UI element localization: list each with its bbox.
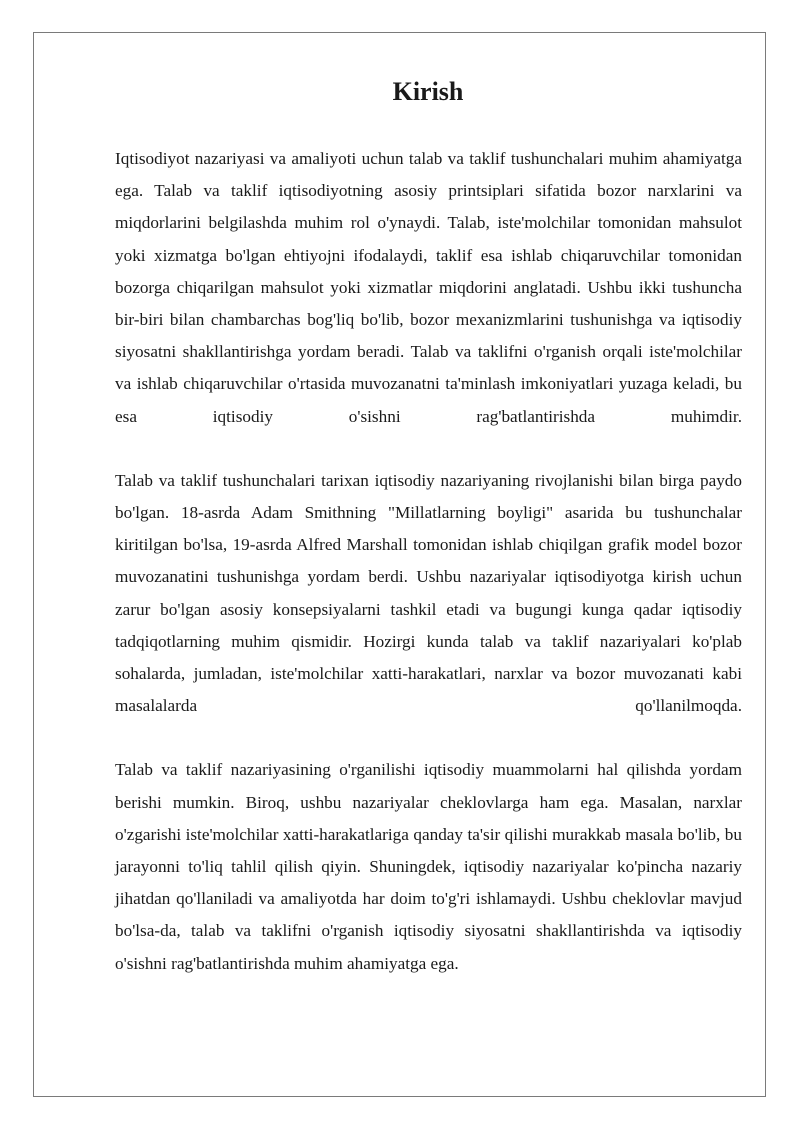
document-body [115,143,742,980]
paragraph-3: Talab va taklif nazariyasining o'rganilishi iqtisodiy muammolarni hal qilishda yordam berishi mumkin. Biroq, ushbu nazariyalar cheklovlarga ham ega. Masalan, narxlar o'zgarishi iste'molchilar xatti-harakatlariga qanday ta'sir qilishi murakkab masala bo'lib, bu jarayonni to'liq tahlil qilish qiyin. Shuningdek, iqtisodiy nazariyalar ko'pincha nazariy jihatdan qo'llaniladi va amaliyotda har doim to'g'ri ishlamaydi. Ushbu cheklovlar mavjud bo'lsa-da, talab va taklifni o'rganish iqtisodiy siyosatni shakllantirishda va iqtisodiy o'sishni rag'batlantirishda muhim ahamiyatga ega. [115,760,742,973]
paragraph-2: Talab va taklif tushunchalari tarixan iqtisodiy nazariyaning rivojlanishi bilan birga paydo bo'lgan. 18-asrda Adam Smithning "Millatlarning boyligi" asarida bu tushunchalar kiritilgan bo'lsa, 19-asrda Alfred Marshall tomonidan ishlab chiqilgan grafik model bozor muvozanatini tushunishga yordam berdi. Ushbu nazariyalar iqtisodiyotga kirish uchun zarur bo'lgan asosiy konsepsiyalarni tashkil etadi va bugungi kunga qadar iqtisodiy tadqiqotlarning muhim qismidir. Hozirgi kunda talab va taklif nazariyalari ko'plab sohalarda, jumladan, iste'molchilar xatti-harakatlari, narxlar va bozor muvozanati kabi masalalarda qo'llanilmoqda. [115,470,742,716]
paragraph-1: Iqtisodiyot nazariyasi va amaliyoti uchun talab va taklif tushunchalari muhim ahamiyatga ega. Talab va taklif iqtisodiyotning asosiy printsiplari sifatida bozor narxlarini va miqdorlarini belgilashda muhim rol o'ynaydi. Talab, iste'molchilar tomonidan mahsulot yoki xizmatga bo'lgan ehtiyojni ifodalaydi, taklif esa ishlab chiqaruvchilar tomonidan bozorga chiqarilgan mahsulot yoki xizmatlar miqdorini anglatadi. Ushbu ikki tushuncha bir-biri bilan chambarchas bog'liq bo'lib, bozor mexanizmlarini tushunishga va iqtisodiy siyosatni shakllantirishga yordam beradi. Talab va taklifni o'rganish orqali iste'molchilar va ishlab chiqaruvchilar o'rtasida muvozanatni ta'minlash imkoniyatlari yuzaga keladi, bu esa iqtisodiy o'sishni rag'batlantirishda muhimdir. [115,149,742,426]
page-title: Kirish [392,77,464,106]
